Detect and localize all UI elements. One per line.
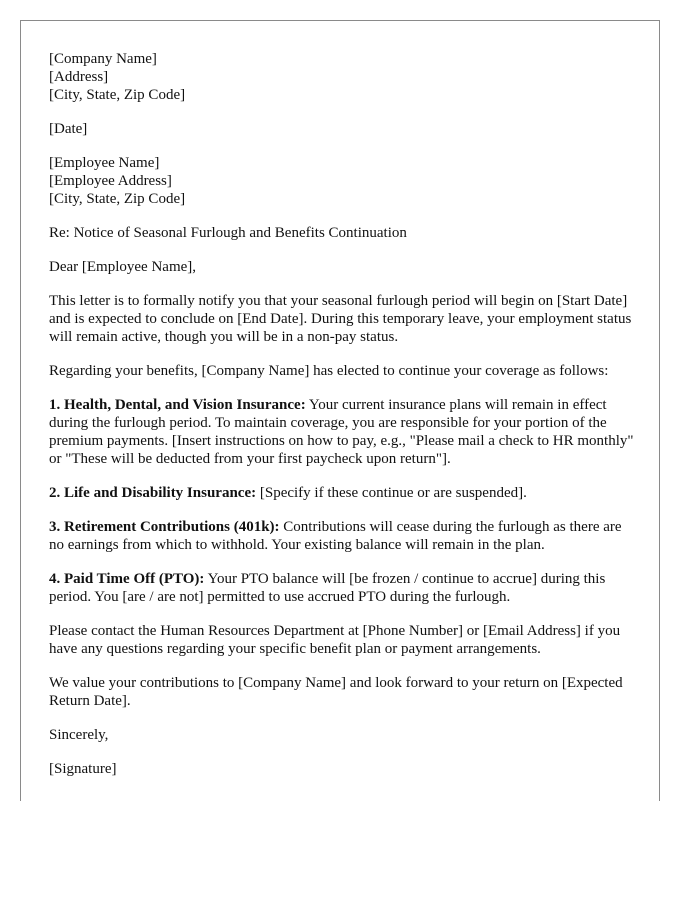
benefits-intro-paragraph: Regarding your benefits, [Company Name] has elected to continue your coverage as follows: bbox=[49, 363, 609, 379]
benefit-text: Contributions will cease during the furlough as there are no earnings from which to withhold. Your existing balance will remain in the plan. bbox=[49, 519, 622, 553]
recipient-city-state-zip: [City, State, Zip Code] bbox=[49, 191, 186, 207]
benefit-heading: 1. Health, Dental, and Vision Insurance: bbox=[49, 397, 306, 413]
benefit-heading: 2. Life and Disability Insurance: bbox=[49, 485, 257, 501]
letter-date: [Date] bbox=[49, 121, 88, 137]
closing-paragraph: We value your contributions to [Company Name] and look forward to your return on [Expected Return Date]. bbox=[49, 675, 623, 709]
salutation: Dear [Employee Name], bbox=[49, 259, 197, 275]
benefit-text: [Specify if these continue or are suspended]. bbox=[256, 485, 527, 501]
letter-page bbox=[20, 20, 660, 801]
benefit-text: Your PTO balance will [be frozen / continue to accrue] during this period. You [are / are not] permitted to use accrued PTO during the furlough. bbox=[49, 571, 606, 605]
benefit-item bbox=[49, 396, 637, 468]
letter-body bbox=[49, 50, 637, 794]
benefit-item bbox=[49, 518, 637, 554]
benefit-text: Your current insurance plans will remain in effect during the furlough period. To maintain coverage, you are responsible for your portion of the premium payments. [Insert instructions on how to pay, e.g., "Please mail a check to HR monthly" or "These will be deducted from your first paycheck upon return"]. bbox=[49, 397, 634, 467]
contact-paragraph: Please contact the Human Resources Department at [Phone Number] or [Email Address] if you have any questions regarding your specific benefit plan or payment arrangements. bbox=[49, 623, 621, 657]
signature-placeholder: [Signature] bbox=[49, 761, 117, 777]
benefit-heading: 4. Paid Time Off (PTO): bbox=[49, 571, 205, 587]
sender-address: [Address] bbox=[49, 69, 109, 85]
benefit-item bbox=[49, 484, 637, 502]
benefit-item bbox=[49, 570, 637, 606]
subject-line: Re: Notice of Seasonal Furlough and Benefits Continuation bbox=[49, 225, 407, 241]
sender-city-state-zip: [City, State, Zip Code] bbox=[49, 87, 186, 103]
benefit-heading: 3. Retirement Contributions (401k): bbox=[49, 519, 280, 535]
sender-block bbox=[49, 50, 637, 104]
signoff: Sincerely, bbox=[49, 727, 109, 743]
recipient-name: [Employee Name] bbox=[49, 155, 160, 171]
sender-company: [Company Name] bbox=[49, 51, 157, 67]
recipient-address: [Employee Address] bbox=[49, 173, 172, 189]
intro-paragraph: This letter is to formally notify you that your seasonal furlough period will begin on [Start Date] and is expected to conclude on [End Date]. During this temporary leave, your employment status will remain active, though you will be in a non-pay status. bbox=[49, 293, 632, 345]
recipient-block bbox=[49, 154, 637, 208]
